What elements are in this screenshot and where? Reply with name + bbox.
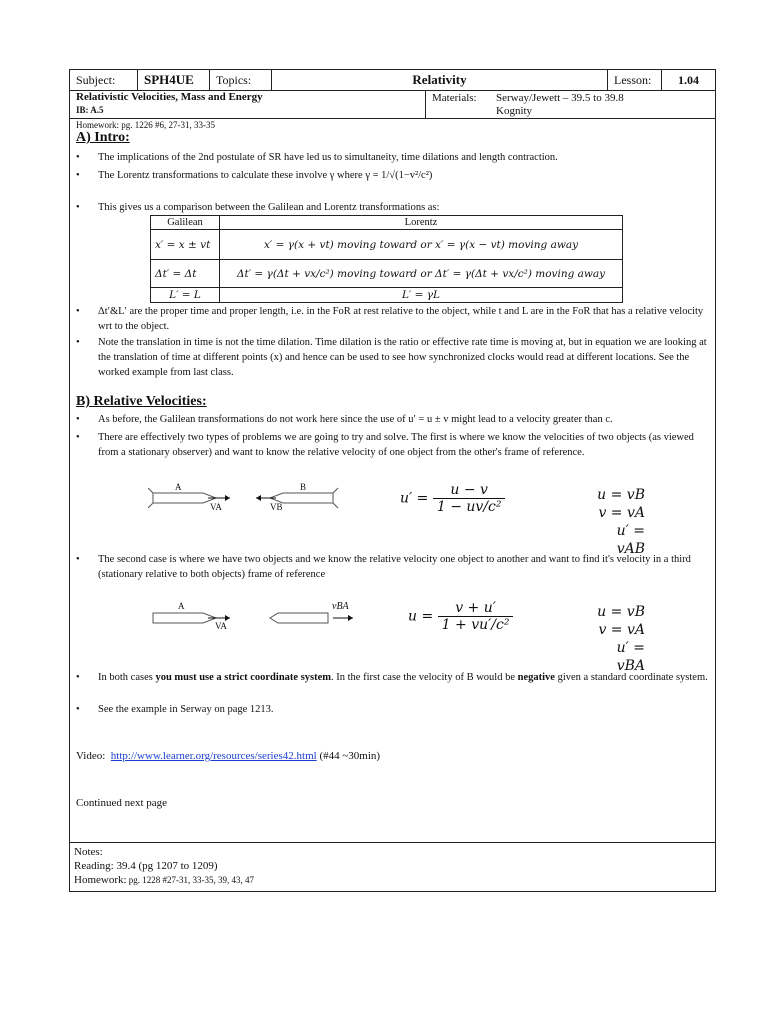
bullet-a5-text: Note the translation in time is not the time dilation. Time dilation is the ratio or effective rate time is moving at, but in equation we are looking at the translation of time at different points (x) and hence can be used to see how synchronized clocks would read at different locations. See the worked example from last class. bbox=[98, 337, 707, 378]
eq2-def-1: u = vB bbox=[597, 604, 645, 620]
materials-value bbox=[496, 92, 624, 118]
bullet-a4-text: Δt′&L′ are the proper time and proper length, i.e. in the FoR at rest relative to the object, while t and L are in the FoR that has a relative velocity wrt to the object. bbox=[98, 306, 704, 332]
continued-note: Continued next page bbox=[76, 797, 168, 809]
eq2-def-2: v = vA bbox=[598, 622, 645, 638]
bullet-b2: • There are effectively two types of problems we are going to try and solve. The first is where we know the velocities of two objects (as viewed from a stationary observer) and want to know the relative velocity of one object from the other's frame of reference. bbox=[76, 430, 708, 460]
notes-label: Notes: bbox=[74, 846, 103, 858]
va2-label: VA bbox=[215, 621, 227, 631]
bullet-b2-text: There are effectively two types of problems we are going to try and solve. The first is where we know the velocities of two objects (as viewed from a stationary observer) and want to know the relative velocity of one object from the other's frame of reference. bbox=[98, 432, 694, 458]
table-header-galilean: Galilean bbox=[151, 216, 220, 230]
rocket-a2-label: A bbox=[178, 601, 185, 611]
eq2-def-3: u′ = vBA bbox=[616, 640, 645, 674]
lesson-value: 1.04 bbox=[678, 73, 699, 87]
eq1-definitions bbox=[585, 486, 645, 558]
table-header-lorentz: Lorentz bbox=[220, 216, 623, 230]
eq2-lhs: u = bbox=[408, 608, 434, 625]
transformation-table bbox=[150, 215, 623, 303]
subject-label: Subject: bbox=[70, 70, 138, 90]
table-cell-galilean: x′ = x ± vt bbox=[151, 230, 220, 260]
lesson-label: Lesson: bbox=[608, 70, 662, 90]
bullet-a5: • Note the translation in time is not the time dilation. Time dilation is the ratio or effective rate time is moving at, but in equation we are looking at the translation of time at different points (x) and hence can be used to see how synchronized clocks would read at different locations. See the worked example from last class. bbox=[76, 337, 707, 378]
vb-label: VB bbox=[270, 502, 283, 512]
table-cell-lorentz: x′ = γ(x + vt) moving toward or x′ = γ(x − vt) moving away bbox=[220, 230, 623, 260]
table-cell-lorentz: Δt′ = γ(Δt + vx/c²) moving toward or Δt′ = γ(Δt + vx/c²) moving away bbox=[220, 260, 623, 288]
lesson-title-cell bbox=[70, 90, 426, 118]
eq1-numerator: u − v bbox=[433, 482, 506, 499]
rocket-a-label: A bbox=[175, 482, 182, 492]
topic-value: Relativity bbox=[272, 70, 608, 90]
rocket-b-icon bbox=[270, 613, 328, 623]
materials-label: Materials: bbox=[432, 92, 477, 104]
bullet-a1-text: The implications of the 2nd postulate of SR have led us to simultaneity, time dilations and length contraction. bbox=[98, 152, 558, 163]
lesson-title: Relativistic Velocities, Mass and Energy bbox=[76, 91, 263, 103]
eq1-def-1: u = vB bbox=[597, 487, 645, 503]
eq1-def-3: u′ = vAB bbox=[616, 523, 645, 557]
section-a-title: A) Intro: bbox=[76, 130, 130, 145]
rocket-a-icon bbox=[148, 488, 216, 508]
info-row bbox=[70, 90, 715, 119]
table-cell-galilean: L′ = L bbox=[151, 288, 220, 303]
topics-label: Topics: bbox=[210, 70, 272, 90]
subject-value: SPH4UE bbox=[138, 70, 210, 90]
homework-top: Homework: pg. 1226 #6, 27-31, 33-35 bbox=[76, 120, 215, 130]
eq2-numerator: v + u′ bbox=[438, 600, 514, 617]
eq1-lhs: u′ = bbox=[400, 490, 429, 507]
bullet-b1-text: As before, the Galilean transformations do not work here since the use of u′ = u ± v might lead to a velocity greater than c. bbox=[98, 414, 613, 425]
vba-label: vBA bbox=[332, 601, 349, 612]
materials-line-1: Serway/Jewett – 39.5 to 39.8 bbox=[496, 92, 624, 104]
materials-line-2: Kognity bbox=[496, 105, 533, 117]
bullet-b3: • The second case is where we have two objects and we know the relative velocity one object to another and want to find it's velocity in a third (stationary relative to both objects) frame of reference bbox=[76, 552, 708, 582]
section-b-title: B) Relative Velocities: bbox=[76, 394, 207, 409]
eq2-denominator: 1 + vu′/c² bbox=[441, 617, 510, 633]
bullet-a3: • This gives us a comparison between the Galilean and Lorentz transformations as: bbox=[76, 200, 708, 215]
notes-reading: Reading: 39.4 (pg 1207 to 1209) bbox=[74, 860, 218, 872]
bullet-a2: • The Lorentz transformations to calculate these involve γ where γ = 1/√(1−v²/c²) bbox=[76, 168, 708, 183]
bullet-b4: • In both cases you must use a strict coordinate system. In the first case the velocity of B would be negative given a standard coordinate system. bbox=[76, 672, 708, 683]
video-link[interactable]: http://www.learner.org/resources/series42.html bbox=[110, 750, 317, 762]
bullet-b4-text: In both cases you must use a strict coordinate system. In the first case the velocity of B would be negative given a standard coordinate system. bbox=[98, 672, 708, 683]
bullet-b5-text: See the example in Serway on page 1213. bbox=[98, 704, 274, 715]
bullet-a1: • The implications of the 2nd postulate of SR have led us to simultaneity, time dilations and length contraction. bbox=[76, 150, 708, 165]
ib-code: IB: A.5 bbox=[76, 105, 104, 115]
table-cell-lorentz: L′ = γL bbox=[220, 288, 623, 303]
table-cell-galilean: Δt′ = Δt bbox=[151, 260, 220, 288]
video-label: Video: bbox=[76, 750, 106, 762]
equation-2 bbox=[408, 600, 513, 633]
rocket-a-icon bbox=[153, 613, 216, 623]
bullet-a4: • Δt′&L′ are the proper time and proper length, i.e. in the FoR at rest relative to the object, while t and L are in the FoR that has a relative velocity wrt to the object. bbox=[76, 304, 708, 334]
eq1-def-2: v = vA bbox=[598, 505, 645, 521]
bullet-b5: • See the example in Serway on page 1213. bbox=[76, 702, 708, 717]
bullet-b3-text: The second case is where we have two objects and we know the relative velocity one object to another and want to find it's velocity in a third (stationary relative to both objects) frame of reference bbox=[98, 554, 691, 580]
notes-box bbox=[70, 842, 715, 891]
video-line bbox=[76, 750, 380, 762]
lesson-sheet bbox=[69, 69, 716, 892]
bullet-a2-text: The Lorentz transformations to calculate these involve γ where γ = 1/√(1−v²/c²) bbox=[98, 170, 433, 181]
va-label: VA bbox=[210, 502, 222, 512]
equation-1 bbox=[400, 482, 505, 515]
arrow-vba-icon bbox=[333, 615, 353, 621]
notes-homework: Homework: pg. 1228 #27-31, 33-35, 39, 43, 47 bbox=[74, 874, 255, 886]
eq2-definitions bbox=[585, 603, 645, 675]
bullet-a3-text: This gives us a comparison between the Galilean and Lorentz transformations as: bbox=[98, 202, 440, 213]
header-row bbox=[70, 70, 715, 91]
arrow-vb-icon bbox=[256, 495, 276, 501]
video-suffix: (#44 ~30min) bbox=[316, 750, 381, 762]
bullet-b1: • As before, the Galilean transformations do not work here since the use of u′ = u ± v might lead to a velocity greater than c. bbox=[76, 412, 708, 427]
eq1-denominator: 1 − uv/c² bbox=[436, 499, 502, 515]
rocket-b-label: B bbox=[300, 482, 307, 492]
